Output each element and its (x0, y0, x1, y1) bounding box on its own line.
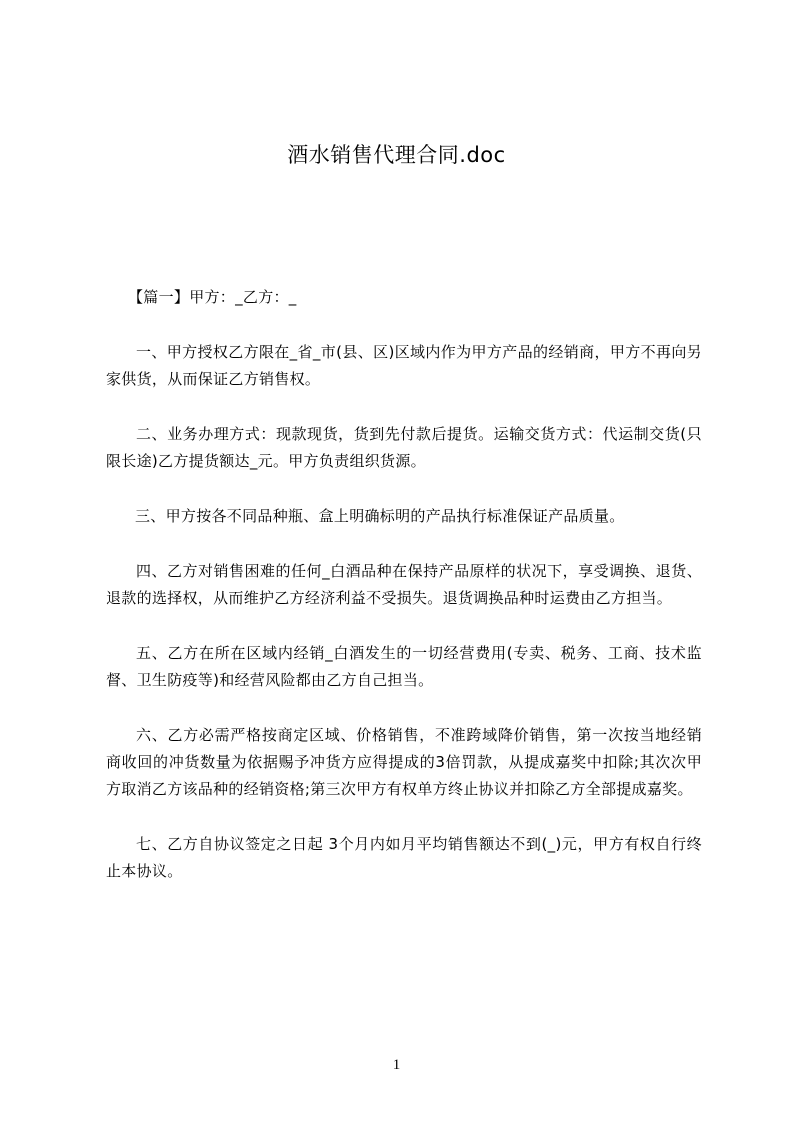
paragraph-clause-3: 三、甲方按各不同品种瓶、盒上明确标明的产品执行标准保证产品质量。 (135, 507, 625, 525)
paragraph-clause-6: 六、乙方必需严格按商定区域、价格销售，不准跨域降价销售，第一次按当地经销商收回的冲货数量为依据赐予冲货方应得提成的3倍罚款，从提成嘉奖中扣除;其次次甲方取消乙方该品种的经销资格;第三次甲方有权单方终止协议并扣除乙方全部提成嘉奖。 (106, 726, 702, 798)
paragraph-parties: 【篇一】甲方：_乙方：_ (128, 288, 297, 306)
paragraph-clause-4: 四、乙方对销售困难的任何_白酒品种在保持产品原样的状况下，享受调换、退货、退款的选择权，从而维护乙方经济利益不受损失。退货调换品种时运费由乙方担当。 (106, 562, 702, 607)
page-number: 1 (392, 1057, 401, 1073)
paragraph-clause-7: 七、乙方自协议签定之日起 3个月内如月平均销售额达不到(_)元，甲方有权自行终止本协议。 (106, 835, 702, 880)
paragraph-clause-1: 一、甲方授权乙方限在_省_市(县、区)区域内作为甲方产品的经销商，甲方不再向另家供货，从而保证乙方销售权。 (106, 343, 702, 388)
paragraph-clause-2: 二、业务办理方式：现款现货，货到先付款后提货。运输交货方式：代运制交货(只限长途)乙方提货额达_元。甲方负责组织货源。 (106, 425, 702, 470)
document-body (106, 284, 702, 913)
document-title: 酒水销售代理合同.doc (287, 143, 506, 167)
paragraph-clause-5: 五、乙方在所在区域内经销_白酒发生的一切经营费用(专卖、税务、工商、技术监督、卫生防疫等)和经营风险都由乙方自己担当。 (106, 644, 702, 689)
